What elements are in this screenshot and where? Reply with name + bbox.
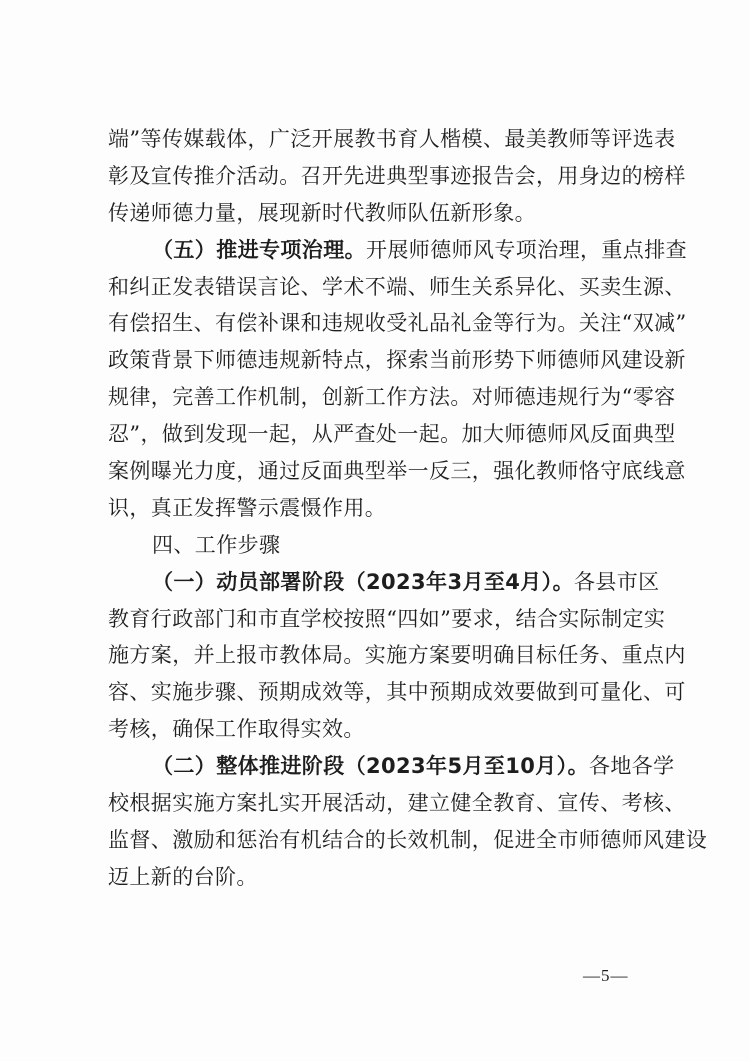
paragraph-line: 案例曝光力度，通过反面典型举一反三，强化教师恪守底线意 [108,459,686,484]
paragraph-line: 迈上新的台阶。 [108,864,258,889]
paragraph-line: 教育行政部门和市直学校按照“四如”要求，结合实际制定实 [108,606,666,631]
paragraph-heading-line [108,232,687,269]
paragraph-line: 校根据实施方案扎实开展活动，建立健全教育、宣传、考核、 [108,791,686,816]
section-heading: 四、工作步骤 [152,532,281,557]
paragraph-heading: （五）推进专项治理。 [152,237,366,262]
paragraph-line: 监督、激励和惩治有机结合的长效机制，促进全市师德师风建设 [108,827,708,852]
paragraph-line: 端”等传媒载体，广泛开展教书育人楷模、最美教师等评选表 [108,127,676,151]
paragraph-heading-line [108,564,660,601]
paragraph-text: 各地各学 [588,754,675,779]
document-body [108,121,708,896]
paragraph-line: 识，真正发挥警示震慑作用。 [108,495,387,520]
paragraph-heading: （二）整体推进阶段（2023年5月至10月）。 [152,754,589,779]
paragraph-heading-line [108,748,675,785]
paragraph-text: 各县市区 [573,569,660,594]
paragraph-line: 有偿招生、有偿补课和违规收受礼品礼金等行为。关注“双减” [108,311,687,336]
paragraph-line: 规律，完善工作机制，创新工作方法。对师德违规行为“零容 [108,385,676,410]
paragraph-line: 施方案，并上报市教体局。实施方案要明确目标任务、重点内 [108,643,686,668]
paragraph-line: 容、实施步骤、预期成效等，其中预期成效要做到可量化、可 [108,680,686,705]
paragraph-text: 开展师德师风专项治理，重点排查 [366,237,687,262]
paragraph-line: 忍”，做到发现一起，从严查处一起。加大师德师风反面典型 [108,422,676,447]
paragraph-line: 考核，确保工作取得实效。 [108,717,365,742]
paragraph-line: 和纠正发表错误言论、学术不端、师生关系异化、买卖生源、 [108,274,686,299]
paragraph-heading: （一）动员部署阶段（2023年3月至4月）。 [152,569,574,594]
paragraph-line: 政策背景下师德违规新特点，探索当前形势下师德师风建设新 [108,348,686,373]
paragraph-line: 彰及宣传推介活动。召开先进典型事迹报告会，用身边的榜样 [108,163,686,188]
paragraph-line: 传递师德力量，展现新时代教师队伍新形象。 [108,200,536,225]
page-number: —5— [583,966,629,985]
